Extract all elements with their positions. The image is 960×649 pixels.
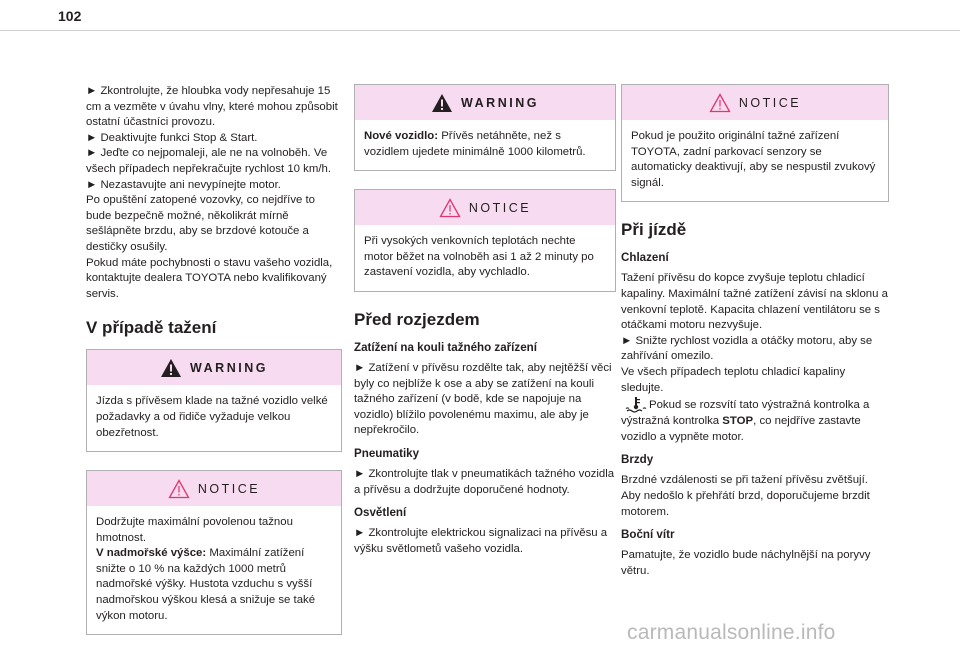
warning-box-header xyxy=(355,85,615,120)
section-title-while-driving: Při jízdě xyxy=(621,220,687,240)
warning-box-new-vehicle xyxy=(354,84,616,171)
notice-triangle-icon xyxy=(168,479,190,499)
notice-title: NOTICE xyxy=(468,200,532,215)
text-cooling-2: ► Snižte rychlost vozidla a otáčky motoru, aby se zahřívání omezilo. xyxy=(621,334,873,363)
warning-text: Jízda s přívěsem klade na tažné vozidlo velké požadavky a od řidiče vyžaduje velkou obezřetnost. xyxy=(96,395,328,439)
heading-cooling: Chlazení xyxy=(621,251,669,265)
intro-line-1: ► Zkontrolujte, že hloubka vody nepřesahuje 15 cm a vezměte v úvahu vlny, které mohou způsobit ostatní účastníci provozu. xyxy=(86,85,338,129)
warning-title: WARNING xyxy=(190,360,268,375)
text-lights: ► Zkontrolujte elektrickou signalizaci na přívěsu a výšku světlometů vašeho vozidla. xyxy=(354,527,608,555)
notice-title: NOTICE xyxy=(197,481,261,496)
heading-towball-load: Zatížení na kouli tažného zařízení xyxy=(354,340,537,354)
column-1 xyxy=(86,84,342,649)
heading-brakes: Brzdy xyxy=(621,453,654,467)
notice-box-header xyxy=(355,190,615,225)
notice-box xyxy=(86,470,342,635)
watermark: carmanualsonline.info xyxy=(627,621,836,644)
text-cooling-4a: Pokud se rozsvítí tato výstražná kontrolka a výstražná kontrolka xyxy=(621,399,870,428)
notice-triangle-icon xyxy=(709,93,731,113)
warning-text xyxy=(364,129,606,160)
intro-line-6: Pokud máte pochybnosti o stavu vašeho vozidla, kontaktujte dealera TOYOTA nebo kvalifikovaný servis. xyxy=(86,256,333,300)
text-cooling-4b: , co nejdříve zastavte vozidlo a vypněte motor. xyxy=(621,415,861,443)
warning-bold-label: Nové vozidlo: xyxy=(364,130,439,142)
notice-box-idle xyxy=(354,189,616,292)
notice-box-header xyxy=(87,471,341,506)
notice-text-2-body: Maximální zatížení snižte o 10 % na každých 1000 metrů nadmořské výšky. Hustota vzduchu s vyšší nadmořskou výškou klesá a snižuje se také výkon motoru. xyxy=(96,547,316,622)
text-cooling-4 xyxy=(621,396,889,445)
notice-title: NOTICE xyxy=(738,95,802,110)
notice-bold-label: V nadmořské výšce: xyxy=(96,547,207,560)
notice-text: Pokud je použito originální tažné zařízení TOYOTA, zadní parkovací senzory se automaticky deaktivují, aby se nespustil zvukový signál. xyxy=(631,130,876,189)
heading-tyres: Pneumatiky xyxy=(354,446,420,460)
notice-triangle-icon xyxy=(439,198,461,218)
notice-box-header xyxy=(622,85,888,120)
notice-text-1: Dodržujte maximální povolenou tažnou hmotnost. xyxy=(96,516,293,544)
warning-box xyxy=(86,349,342,452)
column-3 xyxy=(621,84,889,579)
warning-text-body: Přívěs netáhněte, než s vozidlem ujedete minimálně 1000 kilometrů. xyxy=(364,130,586,158)
notice-text-2 xyxy=(96,546,332,624)
section-title-before-departure: Před rozjezdem xyxy=(354,309,480,329)
warning-triangle-icon xyxy=(160,358,182,378)
coolant-temperature-icon xyxy=(625,396,647,414)
warning-triangle-icon xyxy=(431,93,453,113)
heading-lights: Osvětlení xyxy=(354,506,407,520)
intro-line-5: Po opuštění zatopené vozovky, co nejdříve to bude bezpečně možné, několikrát mírně sešlápněte brzdu, aby se brzdové kotouče a destičky osušily. xyxy=(86,194,316,253)
header-divider xyxy=(0,30,960,31)
text-towball-load: ► Zatížení v přívěsu rozdělte tak, aby nejtěžší věci byly co nejblíže k ose a aby se zatížení na kouli tažného zařízení (v bodě, kde se napojuje na vozidlo) blížilo povolenému maximu, ale aby je nepřekročilo. xyxy=(354,361,612,437)
section-title-towing: V případě tažení xyxy=(86,318,217,338)
intro-line-4: ► Nezastavujte ani nevypínejte motor. xyxy=(86,178,281,191)
notice-box-parking-sensors xyxy=(621,84,889,202)
notice-text: Při vysokých venkovních teplotách nechte motor běžet na volnoběh asi 1 až 2 minuty po zastavení vozidla, aby vychladlo. xyxy=(364,235,594,279)
warning-box-header xyxy=(87,350,341,385)
intro-line-3: ► Jeďte co nejpomaleji, ale ne na volnoběh. Ve všech případech nepřekračujte rychlost 10 km/h. xyxy=(86,147,332,175)
text-tyres: ► Zkontrolujte tlak v pneumatikách tažného vozidla a přívěsu a dodržujte doporučené hodnoty. xyxy=(354,467,615,496)
text-cooling-1: Tažení přívěsu do kopce zvyšuje teplotu chladicí kapaliny. Maximální tažné zatížení závisí na sklonu a venkovní teplotě. Kapacita chlazení ventilátoru se s otáčkami motoru nezvyšuje. xyxy=(621,272,888,332)
heading-crosswind: Boční vítr xyxy=(621,528,675,542)
intro-line-2: ► Deaktivujte funkci Stop & Start. xyxy=(86,131,258,144)
text-brakes: Brzdné vzdálenosti se při tažení přívěsu zvětšují. Aby nedošlo k přehřátí brzd, doporučujeme brzdit motorem. xyxy=(621,474,870,518)
page-number: 102 xyxy=(58,8,82,24)
text-crosswind: Pamatujte, že vozidlo bude náchylnější na poryvy větru. xyxy=(621,549,871,577)
text-stop-label: STOP xyxy=(722,415,754,428)
text-cooling-3: Ve všech případech teplotu chladicí kapaliny sledujte. xyxy=(621,365,846,394)
column-2 xyxy=(354,84,616,557)
warning-title: WARNING xyxy=(461,95,539,110)
